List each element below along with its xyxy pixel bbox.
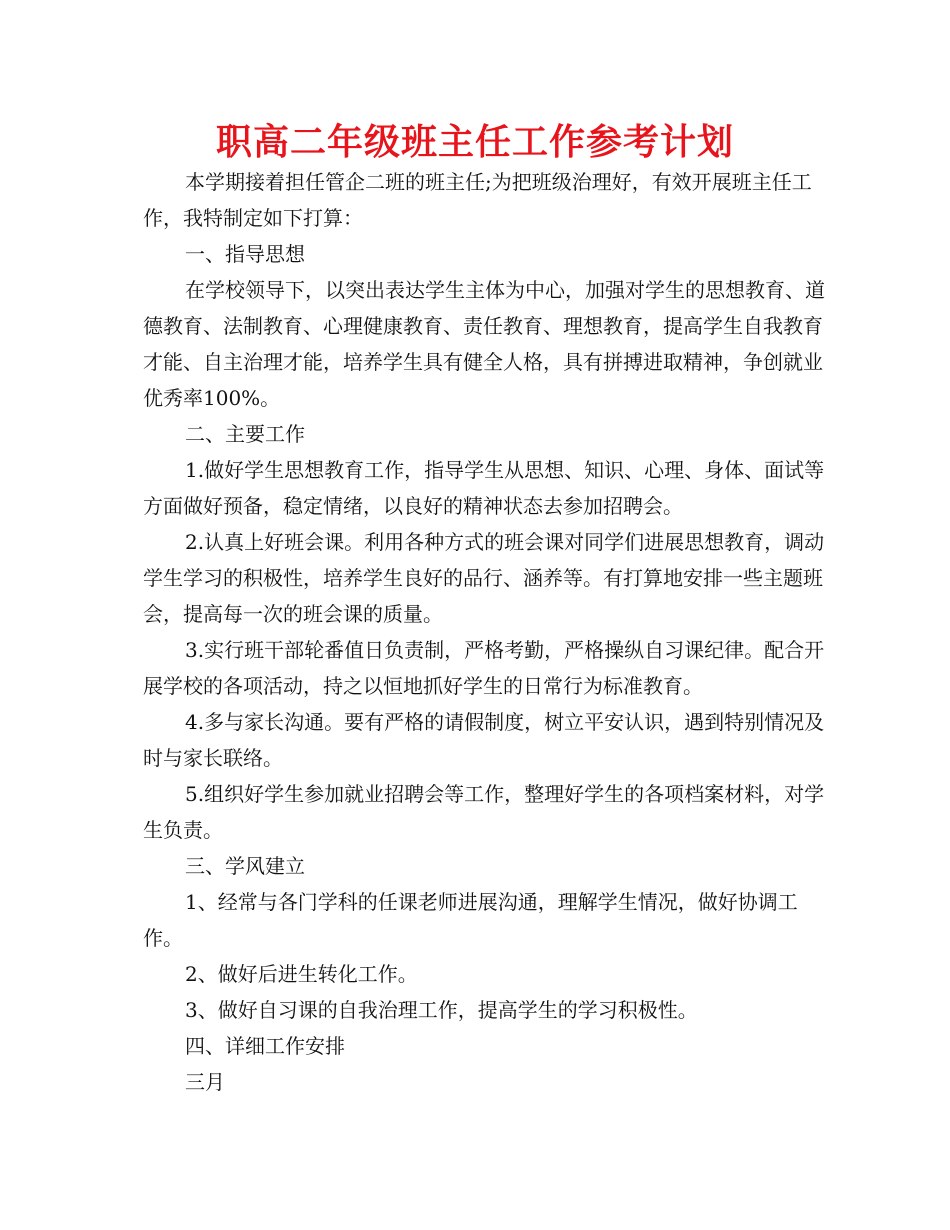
paragraph: 5.组织好学生参加就业招聘会等工作，整理好学生的各项档案材料，对学生负责。 <box>143 782 825 842</box>
paragraph: 在学校领导下，以突出表达学生主体为中心，加强对学生的思想教育、道德教育、法制教育、心理健康教育、责任教育、理想教育，提高学生自我教育才能、自主治理才能，培养学生具有健全人格，具有拼搏进取精神，争创就业优秀率100%。 <box>143 278 825 410</box>
paragraph: 2、做好后进生转化工作。 <box>185 962 418 986</box>
document-title: 职高二年级班主任工作参考计划 <box>215 122 734 163</box>
paragraph: 4.多与家长沟通。要有严格的请假制度，树立平安认识，遇到特别情况及时与家长联络。 <box>143 710 825 770</box>
paragraph: 三月 <box>185 1070 225 1094</box>
paragraph: 1、经常与各门学科的任课老师进展沟通，理解学生情况，做好协调工作。 <box>143 890 798 950</box>
paragraph: 3、做好自习课的自我治理工作，提高学生的学习积极性。 <box>185 998 698 1022</box>
section-heading: 一、指导思想 <box>185 242 305 266</box>
section-heading: 二、主要工作 <box>185 422 305 446</box>
section-heading: 四、详细工作安排 <box>185 1034 345 1058</box>
paragraph: 3.实行班干部轮番值日负责制，严格考勤，严格操纵自习课纪律。配合开展学校的各项活动，持之以恒地抓好学生的日常行为标准教育。 <box>143 638 825 698</box>
paragraph: 2.认真上好班会课。利用各种方式的班会课对同学们进展思想教育，调动学生学习的积极性，培养学生良好的品行、涵养等。有打算地安排一些主题班会，提高每一次的班会课的质量。 <box>143 530 825 626</box>
section-heading: 三、学风建立 <box>185 854 305 878</box>
document-body <box>143 164 825 1100</box>
paragraph: 本学期接着担任管企二班的班主任;为把班级治理好，有效开展班主任工作，我特制定如下打算： <box>143 170 812 230</box>
paragraph: 1.做好学生思想教育工作，指导学生从思想、知识、心理、身体、面试等方面做好预备，稳定情绪，以良好的精神状态去参加招聘会。 <box>143 458 825 518</box>
